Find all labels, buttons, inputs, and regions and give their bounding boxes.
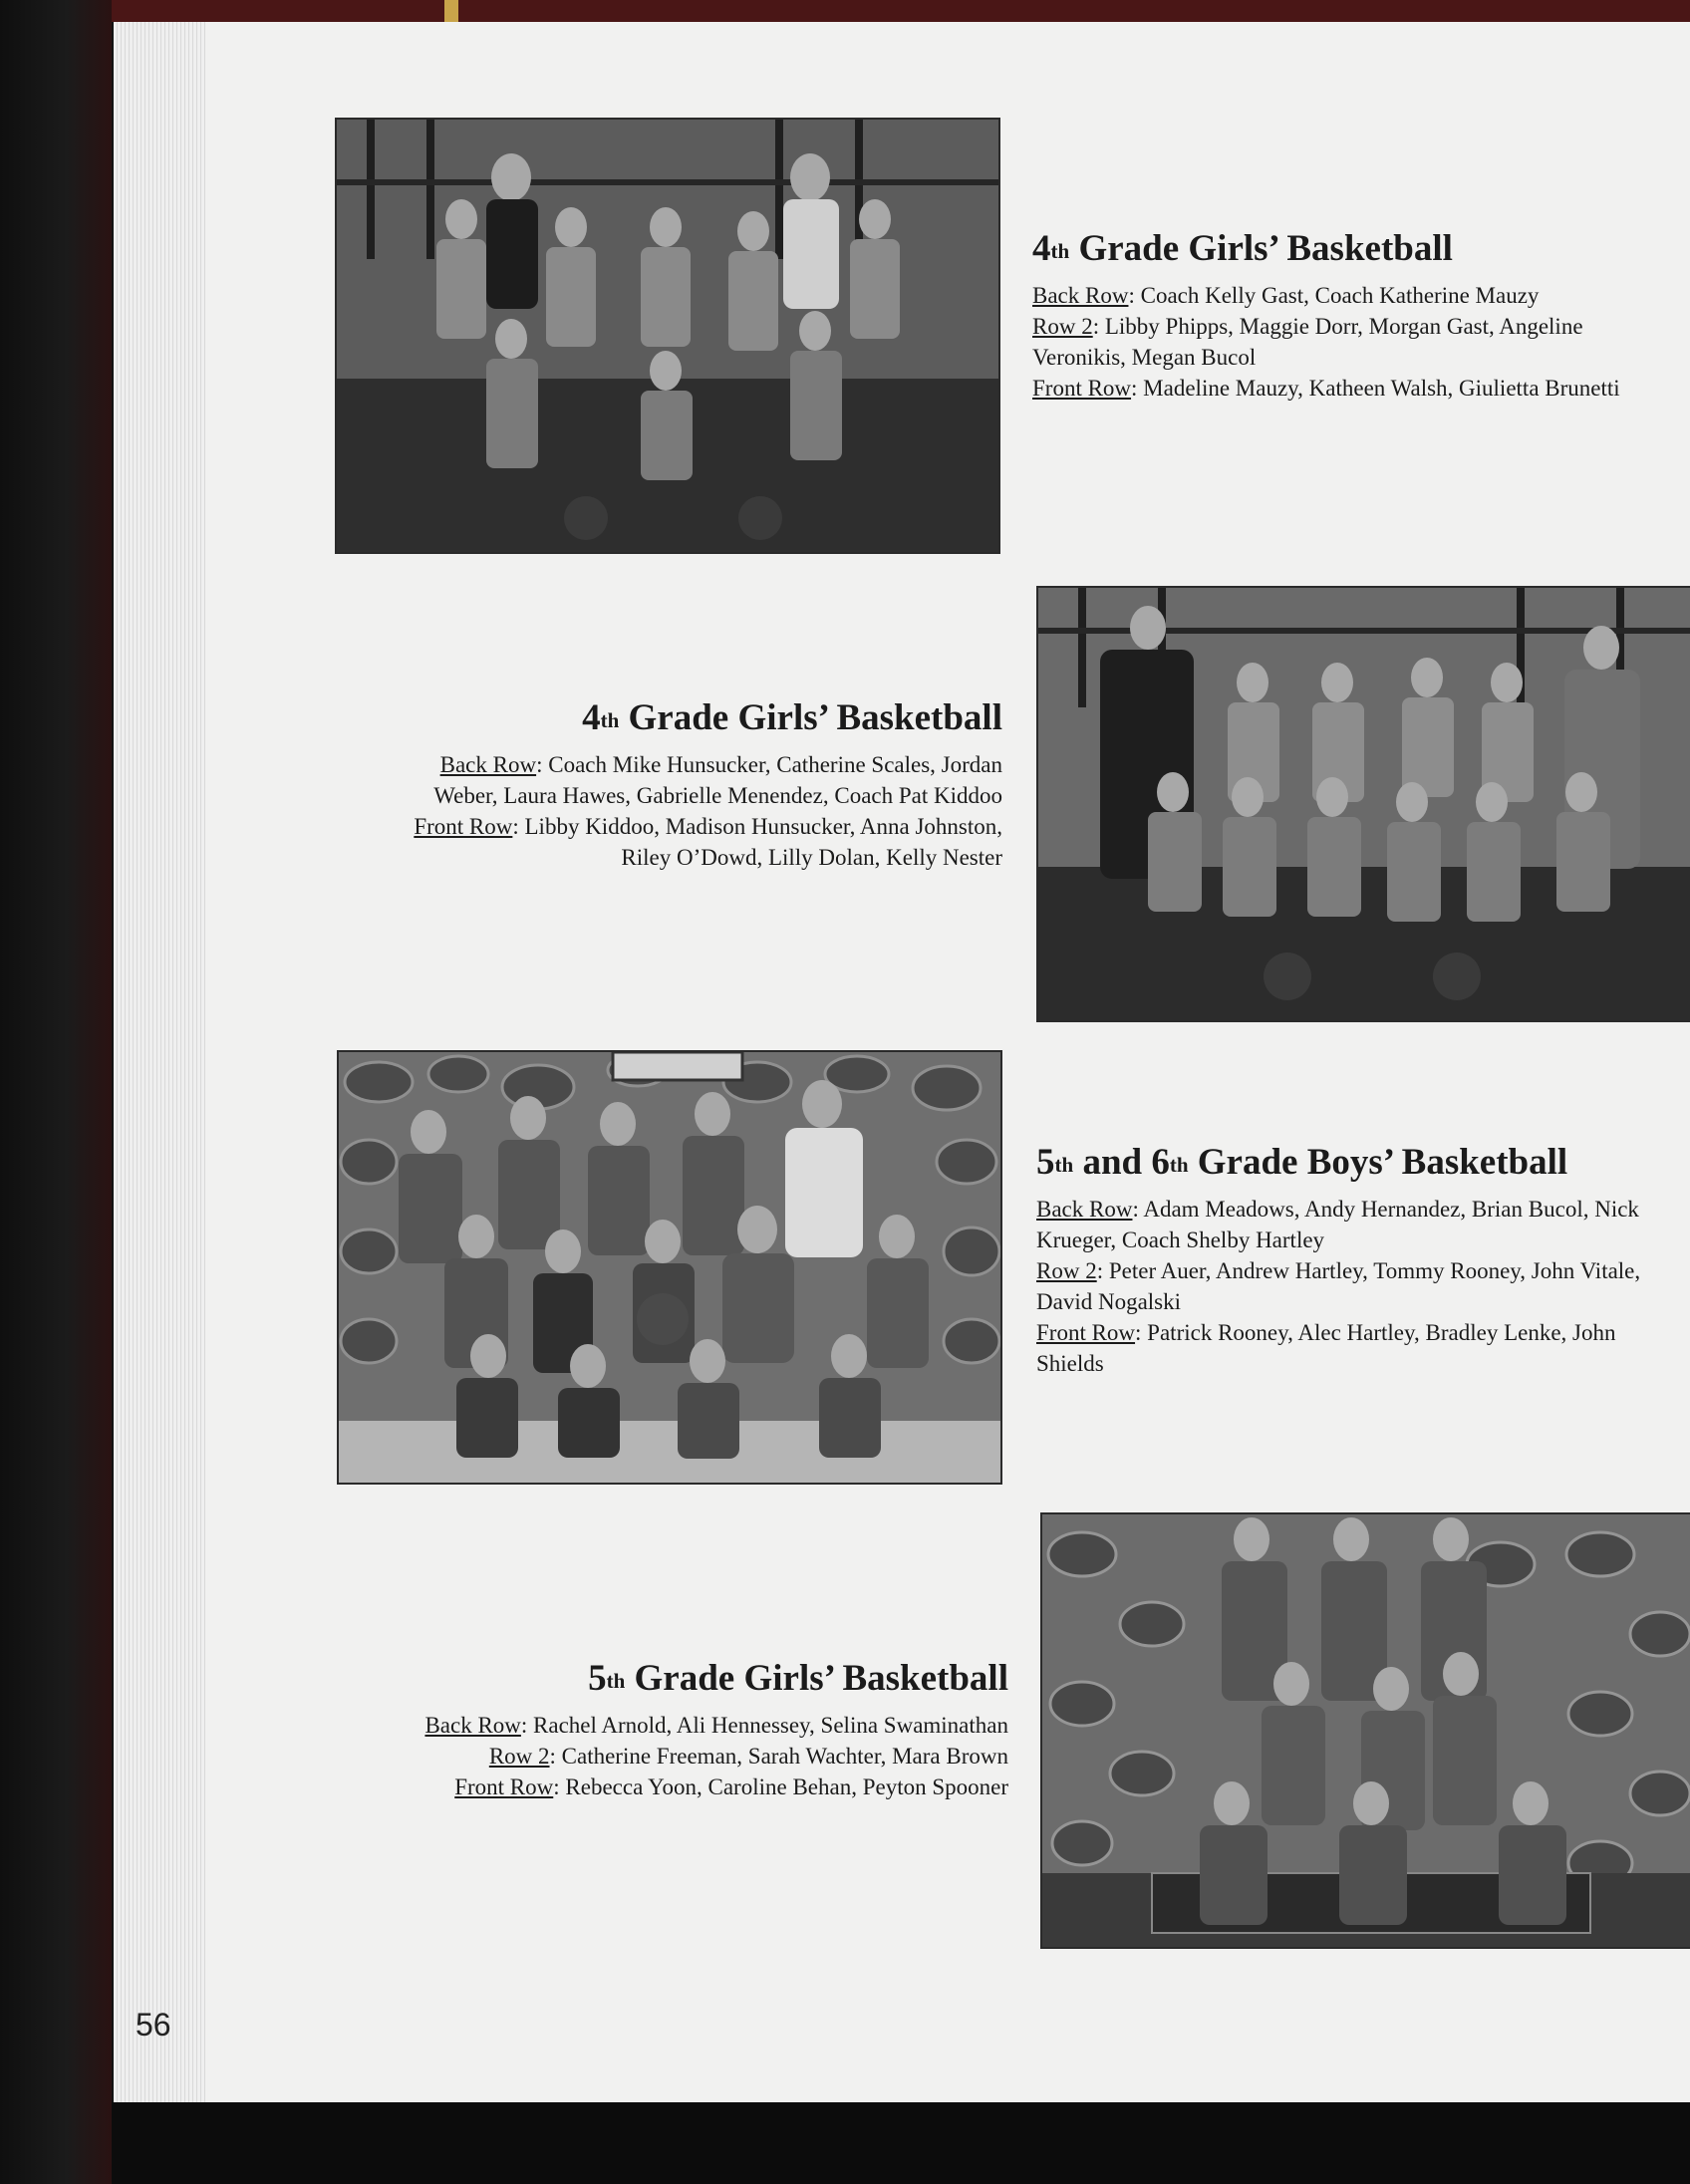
roster-row [1036,1194,1684,1255]
row-names: : Coach Mike Hunsucker, Catherine Scales, Jordan Weber, Laura Hawes, Gabrielle Menendez, Coach Pat Kiddoo [433,752,1002,808]
team-photo-4th-grade-girls-2 [1036,586,1690,1022]
caption-title [395,695,1002,741]
yearbook-page [205,22,1690,2104]
caption-5th-grade-girls [335,1656,1008,1802]
row-label: Row 2 [1032,314,1093,339]
title-grade: 4 [582,697,601,738]
title-suffix: th [600,708,620,732]
title-mid: and 6 [1073,1142,1170,1183]
bookmark-ribbon [444,0,458,22]
team-photo-5th-6th-grade-boys [337,1050,1002,1485]
row-names: : Coach Kelly Gast, Coach Katherine Mauzy [1128,283,1540,308]
title-rest: Grade Girls’ Basketball [619,697,1002,738]
row-label: Back Row [439,752,537,777]
roster-row [1036,1317,1684,1379]
title-suffix: th [1169,1153,1189,1177]
row-names: : Adam Meadows, Andy Hernandez, Brian Bucol, Nick Krueger, Coach Shelby Hartley [1036,1197,1639,1252]
row-names: : Libby Kiddoo, Madison Hunsucker, Anna Johnston, Riley O’Dowd, Lilly Dolan, Kelly Nester [512,814,1002,870]
row-label: Front Row [454,1774,554,1799]
row-label: Front Row [414,814,513,839]
roster-row [1036,1255,1684,1317]
team-photo-4th-grade-girls-1 [335,118,1000,554]
roster-row [335,1741,1008,1772]
book-cover-bottom-edge [112,2102,1690,2184]
title-grade: 4 [1032,228,1051,269]
title-suffix: th [606,1669,626,1693]
book-spine [0,0,112,2184]
title-grade: 5 [1036,1142,1055,1183]
caption-4th-grade-girls-1 [1032,226,1670,404]
caption-title [1036,1140,1684,1186]
row-label: Front Row [1036,1320,1136,1345]
caption-title [335,1656,1008,1702]
row-label: Back Row [424,1713,521,1738]
roster-row [335,1772,1008,1802]
title-rest: Grade Girls’ Basketball [625,1658,1008,1699]
row-label: Back Row [1032,283,1129,308]
team-photo-5th-grade-girls [1040,1512,1690,1949]
row-label: Row 2 [1036,1258,1097,1283]
roster-row [395,749,1002,811]
row-names: : Peter Auer, Andrew Hartley, Tommy Rooney, John Vitale, David Nogalski [1036,1258,1641,1314]
title-rest: Grade Girls’ Basketball [1069,228,1453,269]
roster-row [395,811,1002,873]
caption-5th-6th-grade-boys [1036,1140,1684,1379]
row-label: Back Row [1036,1197,1133,1222]
row-names: : Patrick Rooney, Alec Hartley, Bradley Lenke, John Shields [1036,1320,1616,1376]
title-grade: 5 [588,1658,607,1699]
roster-row [1032,280,1670,311]
title-rest: Grade Boys’ Basketball [1188,1142,1568,1183]
row-names: : Libby Phipps, Maggie Dorr, Morgan Gast, Angeline Veronikis, Megan Bucol [1032,314,1583,370]
roster-row [1032,373,1670,404]
row-names: : Rebecca Yoon, Caroline Behan, Peyton Spooner [553,1774,1008,1799]
title-suffix: th [1054,1153,1074,1177]
roster-row [335,1710,1008,1741]
roster-row [1032,311,1670,373]
caption-4th-grade-girls-2 [395,695,1002,873]
caption-title [1032,226,1670,272]
page-number: 56 [136,2007,171,2043]
book-cover-top-edge [112,0,1690,22]
row-names: : Catherine Freeman, Sarah Wachter, Mara Brown [549,1744,1008,1769]
title-suffix: th [1050,239,1070,263]
row-names: : Rachel Arnold, Ali Hennessey, Selina Swaminathan [520,1713,1008,1738]
row-label: Row 2 [488,1744,550,1769]
row-label: Front Row [1032,376,1132,401]
row-names: : Madeline Mauzy, Katheen Walsh, Giulietta Brunetti [1131,376,1620,401]
page-stack-edges [114,22,206,2104]
